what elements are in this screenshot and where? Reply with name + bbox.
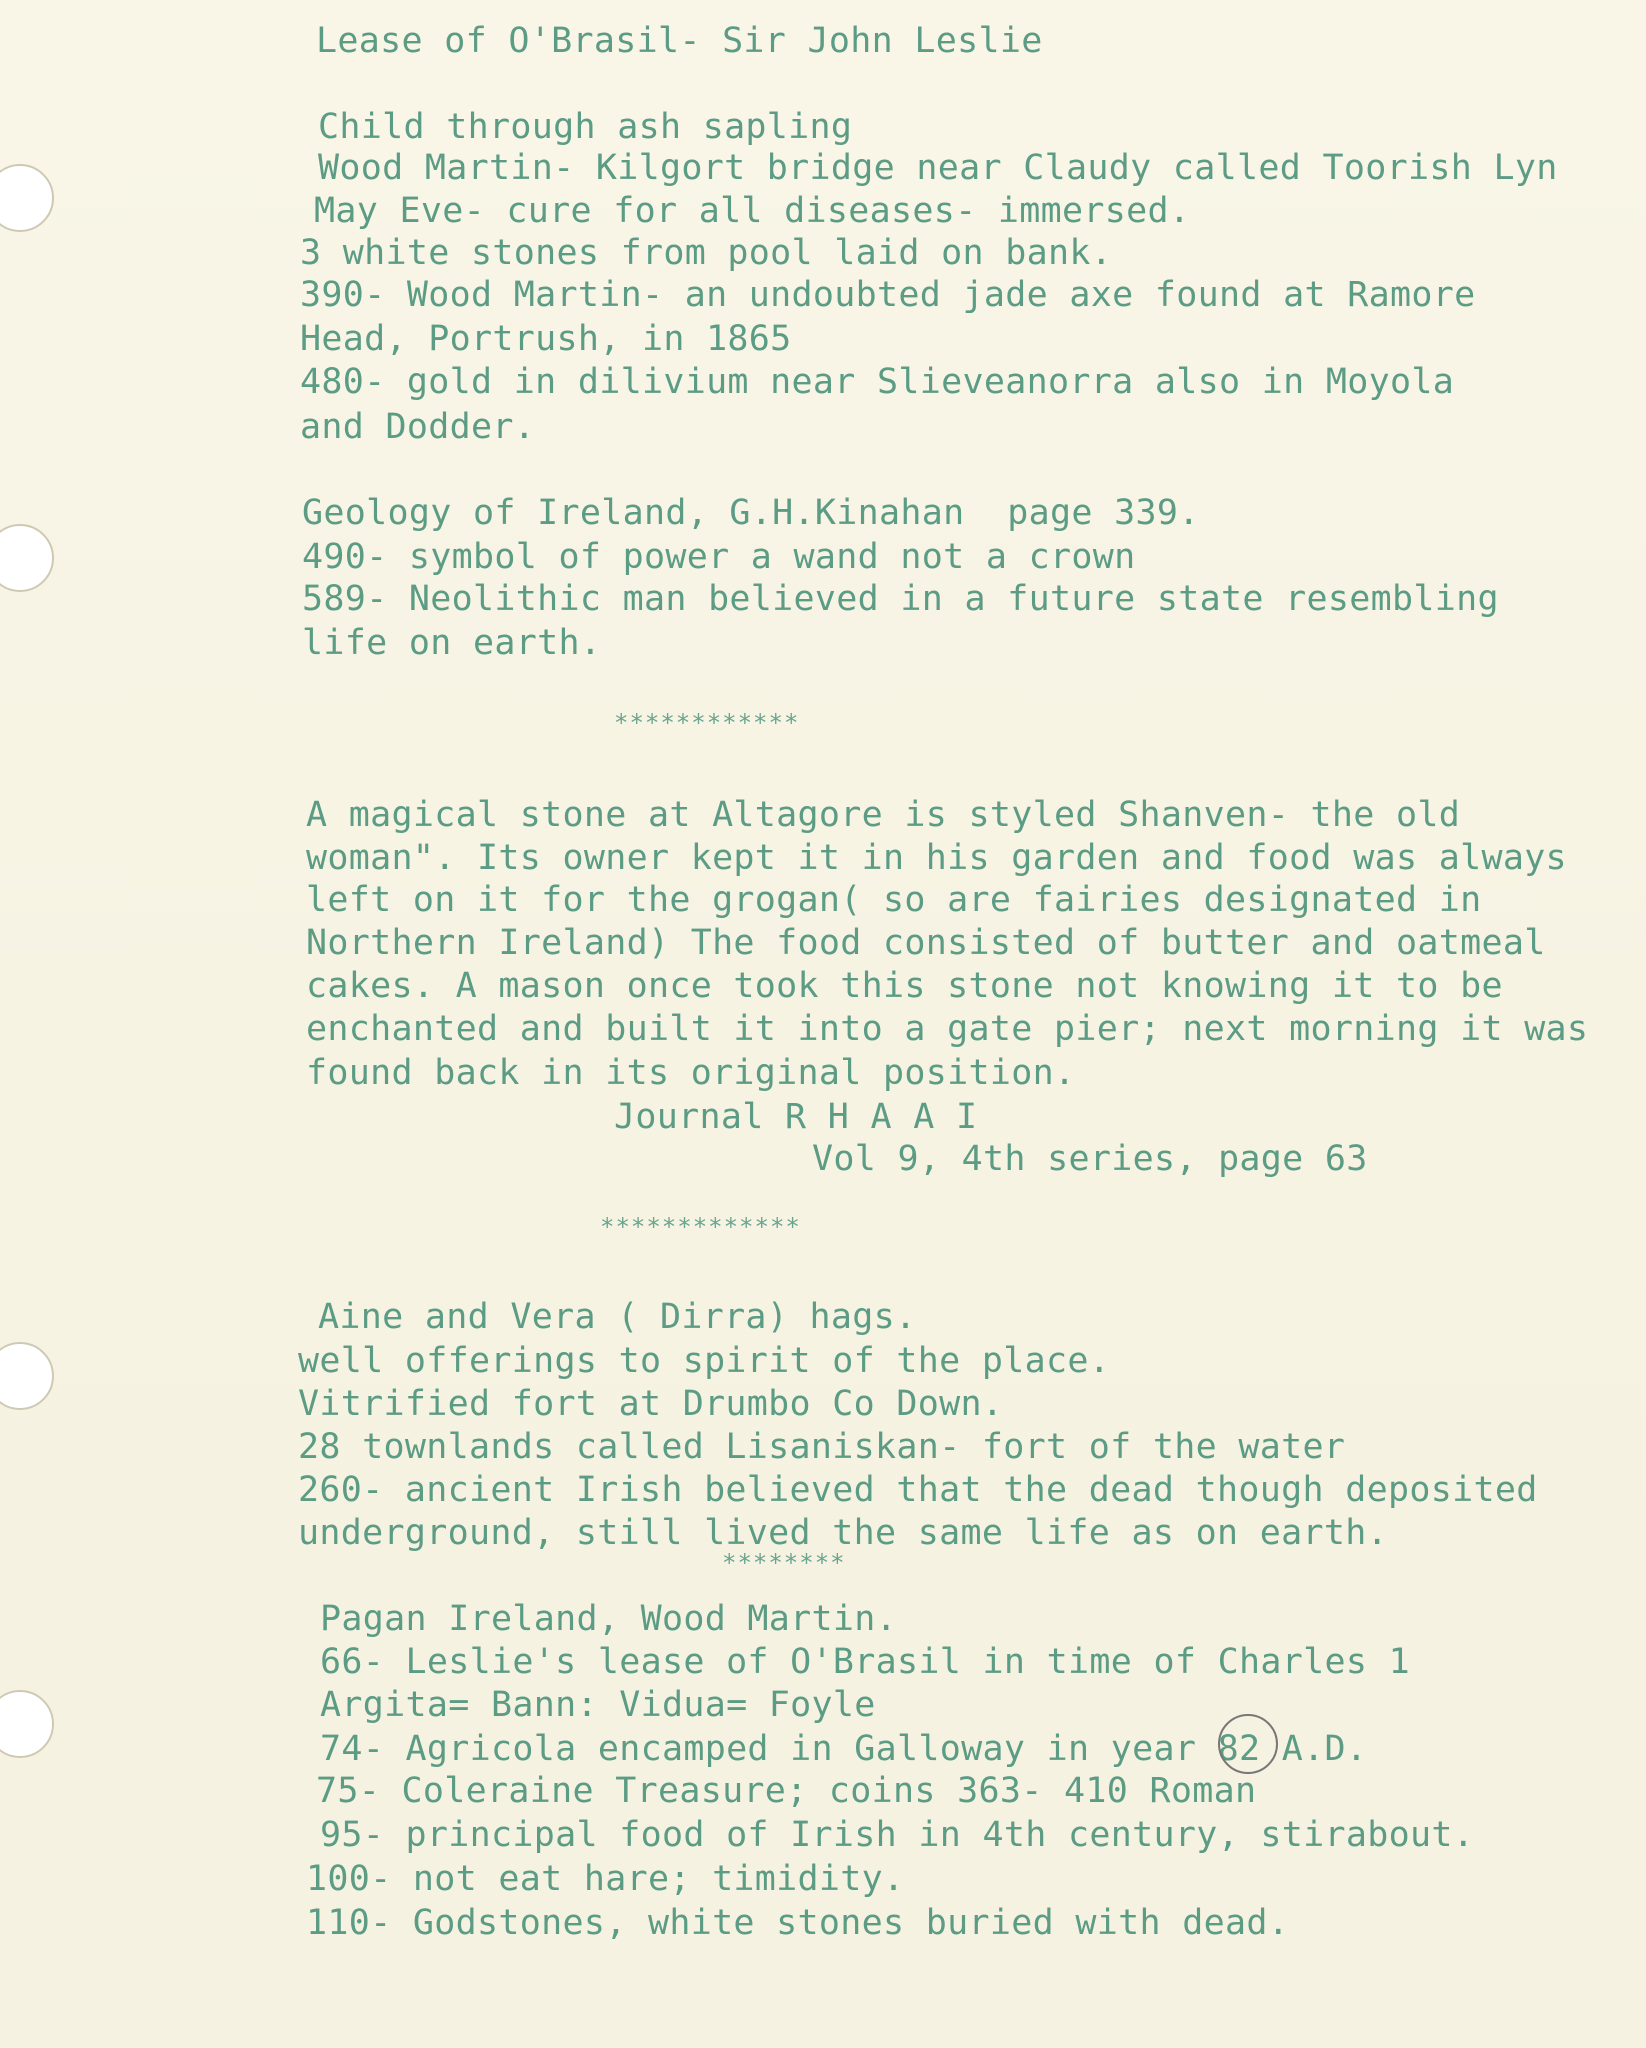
note-line: left on it for the grogan( so are fairies designated in [306, 880, 1482, 920]
citation-journal: Journal R H A A I [614, 1097, 978, 1137]
note-line: 3 white stones from pool laid on bank. [300, 233, 1113, 273]
note-line: 75- Coleraine Treasure; coins 363- 410 Roman [316, 1771, 1257, 1811]
page-title: Lease of O'Brasil- Sir John Leslie [316, 21, 1043, 61]
note-line: May Eve- cure for all diseases- immersed. [314, 191, 1191, 231]
note-line: cakes. A mason once took this stone not knowing it to be [306, 966, 1503, 1006]
note-line: 110- Godstones, white stones buried with dead. [306, 1903, 1290, 1943]
note-line: and Dodder. [300, 407, 536, 447]
note-line: 100- not eat hare; timidity. [306, 1859, 905, 1899]
note-line: 260- ancient Irish believed that the dead though deposited [298, 1470, 1538, 1510]
note-line: enchanted and built it into a gate pier; next morning it was [306, 1009, 1589, 1049]
punch-hole [0, 164, 54, 232]
punch-hole [0, 1690, 54, 1758]
section-separator: ******** [722, 1549, 846, 1577]
note-line: Pagan Ireland, Wood Martin. [320, 1599, 898, 1639]
note-line: 589- Neolithic man believed in a future state resembling [302, 579, 1499, 619]
note-line: Vitrified fort at Drumbo Co Down. [298, 1384, 1004, 1424]
note-line: Geology of Ireland, G.H.Kinahan page 339. [302, 493, 1200, 533]
note-line: Argita= Bann: Vidua= Foyle [320, 1685, 876, 1725]
note-line: A magical stone at Altagore is styled Shanven- the old [306, 795, 1461, 835]
note-line: Aine and Vera ( Dirra) hags. [318, 1297, 917, 1337]
note-line: 28 townlands called Lisaniskan- fort of the water [298, 1427, 1346, 1467]
note-line: life on earth. [302, 623, 602, 663]
section-separator: ************* [600, 1213, 801, 1241]
note-line: Head, Portrush, in 1865 [300, 319, 792, 359]
note-line: 490- symbol of power a wand not a crown [302, 537, 1136, 577]
note-line: Northern Ireland) The food consisted of butter and oatmeal [306, 923, 1546, 963]
note-line: underground, still lived the same life as on earth. [298, 1513, 1388, 1553]
note-line: Child through ash sapling [318, 107, 853, 147]
punch-hole [0, 524, 54, 592]
note-line: 66- Leslie's lease of O'Brasil in time of Charles 1 [320, 1642, 1410, 1682]
note-line: Wood Martin- Kilgort bridge near Claudy called Toorish Lyn [318, 148, 1558, 188]
note-line: woman". Its owner kept it in his garden and food was always [306, 838, 1567, 878]
note-line: found back in its original position. [306, 1053, 1076, 1093]
note-line: 95- principal food of Irish in 4th century, stirabout. [320, 1815, 1475, 1855]
punch-hole [0, 1342, 54, 1410]
note-line: 390- Wood Martin- an undoubted jade axe found at Ramore [300, 275, 1476, 315]
ink-circle-mark [1218, 1714, 1278, 1774]
section-separator: ************ [614, 709, 800, 737]
note-line: 74- Agricola encamped in Galloway in year 82 A.D. [320, 1729, 1368, 1769]
citation-volume: Vol 9, 4th series, page 63 [812, 1139, 1368, 1179]
note-line: 480- gold in dilivium near Slieveanorra also in Moyola [300, 362, 1455, 402]
note-line: well offerings to spirit of the place. [298, 1341, 1111, 1381]
